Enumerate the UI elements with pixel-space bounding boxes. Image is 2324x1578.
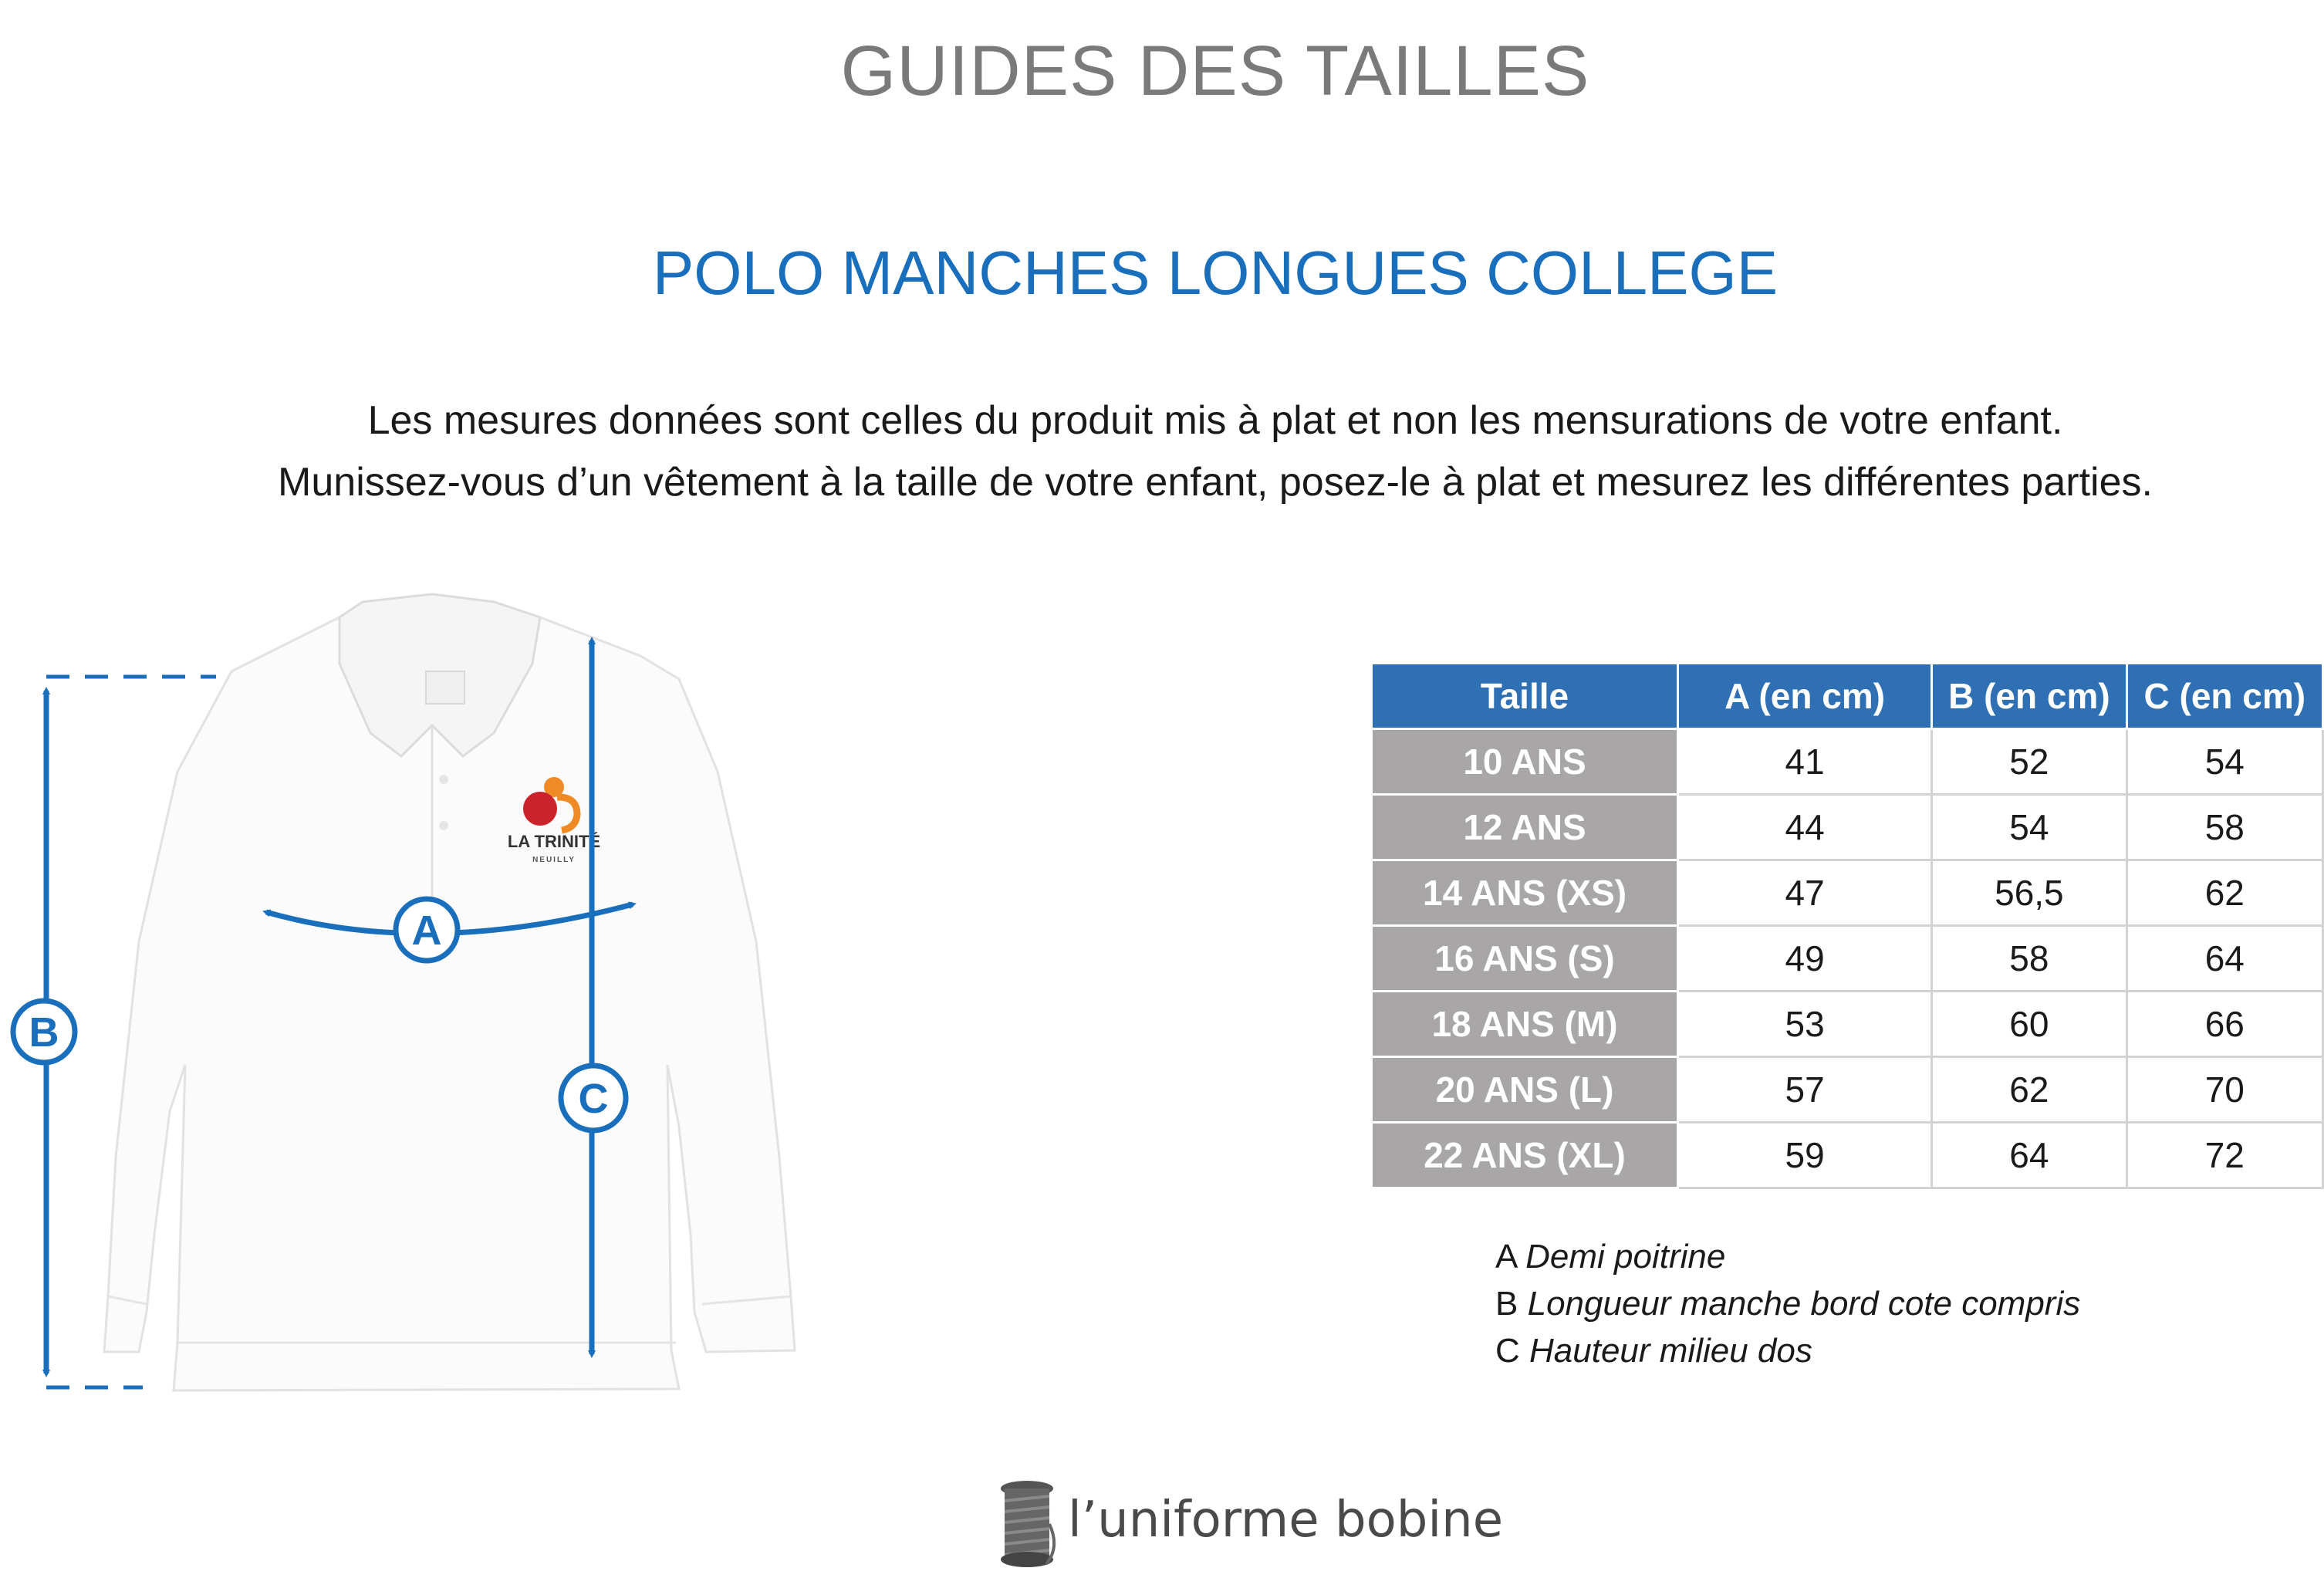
marker-c: C <box>578 1076 609 1122</box>
size-cell: 16 ANS (S) <box>1372 926 1678 992</box>
polo-diagram <box>0 571 849 1428</box>
header-c: C (en cm) <box>2126 664 2322 729</box>
legend-item-c <box>1495 1327 2080 1374</box>
value-c: 66 <box>2126 992 2322 1057</box>
value-c: 70 <box>2126 1057 2322 1123</box>
size-cell: 12 ANS <box>1372 795 1678 860</box>
value-b: 62 <box>1932 1057 2126 1123</box>
legend-key: B <box>1495 1285 1518 1323</box>
value-a: 53 <box>1678 992 1932 1057</box>
size-table <box>1370 662 2324 1189</box>
size-cell: 22 ANS (XL) <box>1372 1123 1678 1188</box>
brand-logo <box>992 1478 1504 1570</box>
page-title: GUIDES DES TAILLES <box>840 32 1590 110</box>
value-b: 64 <box>1932 1123 2126 1188</box>
size-cell: 20 ANS (L) <box>1372 1057 1678 1123</box>
value-c: 64 <box>2126 926 2322 992</box>
product-title: POLO MANCHES LONGUES COLLEGE <box>652 238 1778 307</box>
brand-name: l’uniforme bobine <box>1068 1492 1504 1549</box>
value-c: 62 <box>2126 860 2322 926</box>
table-row <box>1372 1123 2323 1188</box>
value-b: 56,5 <box>1932 860 2126 926</box>
legend-key: A <box>1495 1238 1516 1276</box>
table-row <box>1372 1057 2323 1123</box>
intro-line: Les mesures données sont celles du produit mis à plat et non les mensurations de votre enfant. <box>367 398 2063 443</box>
marker-a: A <box>411 907 442 954</box>
measurement-legend <box>1495 1233 2080 1374</box>
table-row <box>1372 860 2323 926</box>
value-c: 72 <box>2126 1123 2322 1188</box>
table-row <box>1372 729 2323 795</box>
legend-text: Hauteur milieu dos <box>1529 1332 1812 1370</box>
value-a: 41 <box>1678 729 1932 795</box>
table-row <box>1372 926 2323 992</box>
polo-shirt-image <box>104 594 795 1390</box>
school-logo-town: NEUILLY <box>532 856 576 864</box>
intro-line: Munissez-vous d’un vêtement à la taille de votre enfant, posez-le à plat et mesurez les différentes parties. <box>278 460 2153 505</box>
value-a: 57 <box>1678 1057 1932 1123</box>
header-taille: Taille <box>1372 664 1678 729</box>
value-b: 60 <box>1932 992 2126 1057</box>
marker-b: B <box>29 1009 59 1056</box>
value-a: 44 <box>1678 795 1932 860</box>
header-b: B (en cm) <box>1932 664 2126 729</box>
table-row <box>1372 795 2323 860</box>
value-b: 54 <box>1932 795 2126 860</box>
value-c: 54 <box>2126 729 2322 795</box>
legend-item-b <box>1495 1280 2080 1327</box>
value-b: 58 <box>1932 926 2126 992</box>
value-c: 58 <box>2126 795 2322 860</box>
legend-item-a <box>1495 1233 2080 1280</box>
value-a: 47 <box>1678 860 1932 926</box>
size-cell: 10 ANS <box>1372 729 1678 795</box>
legend-key: C <box>1495 1332 1520 1370</box>
value-a: 59 <box>1678 1123 1932 1188</box>
table-row <box>1372 992 2323 1057</box>
school-logo-name: LA TRINITÉ <box>507 832 601 851</box>
size-cell: 18 ANS (M) <box>1372 992 1678 1057</box>
legend-text: Demi poitrine <box>1525 1238 1726 1276</box>
legend-text: Longueur manche bord cote compris <box>1527 1285 2081 1323</box>
spool-icon <box>992 1478 1062 1570</box>
header-a: A (en cm) <box>1678 664 1932 729</box>
value-a: 49 <box>1678 926 1932 992</box>
size-cell: 14 ANS (XS) <box>1372 860 1678 926</box>
table-header-row <box>1372 664 2323 729</box>
intro-text <box>0 390 2324 513</box>
value-b: 52 <box>1932 729 2126 795</box>
